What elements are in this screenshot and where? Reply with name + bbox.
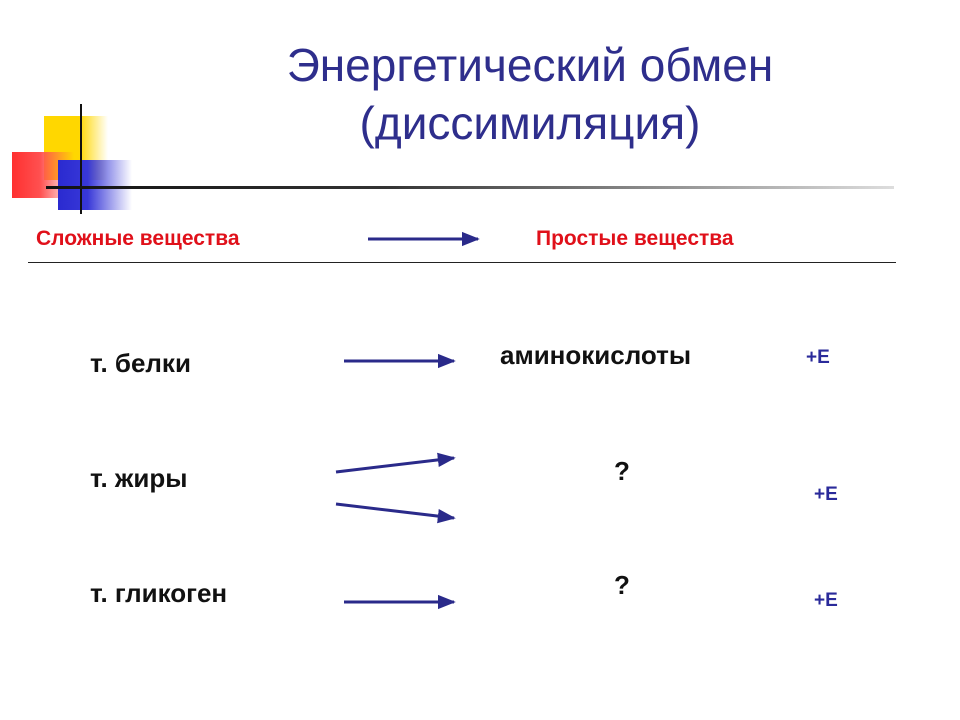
header-complex-substances: Сложные вещества <box>36 227 240 250</box>
title-line-2: (диссимиляция) <box>359 97 701 149</box>
substance-glycogen: т. гликоген <box>90 578 228 608</box>
product-amino-acids: аминокислоты <box>500 340 692 370</box>
product-fats-unknown: ? <box>614 456 630 486</box>
product-glycogen-unknown: ? <box>614 570 630 600</box>
energy-label-3: +Е <box>814 590 838 611</box>
substance-fats: т. жиры <box>90 463 188 493</box>
energy-label-1: +Е <box>806 347 830 368</box>
arrow-fats-lower <box>336 504 454 518</box>
title-line-1: Энергетический обмен <box>286 39 774 91</box>
arrow-fats-upper <box>336 458 454 472</box>
header-simple-substances: Простые вещества <box>536 227 734 250</box>
energy-label-2: +Е <box>814 484 838 505</box>
substance-proteins: т. белки <box>90 348 191 378</box>
